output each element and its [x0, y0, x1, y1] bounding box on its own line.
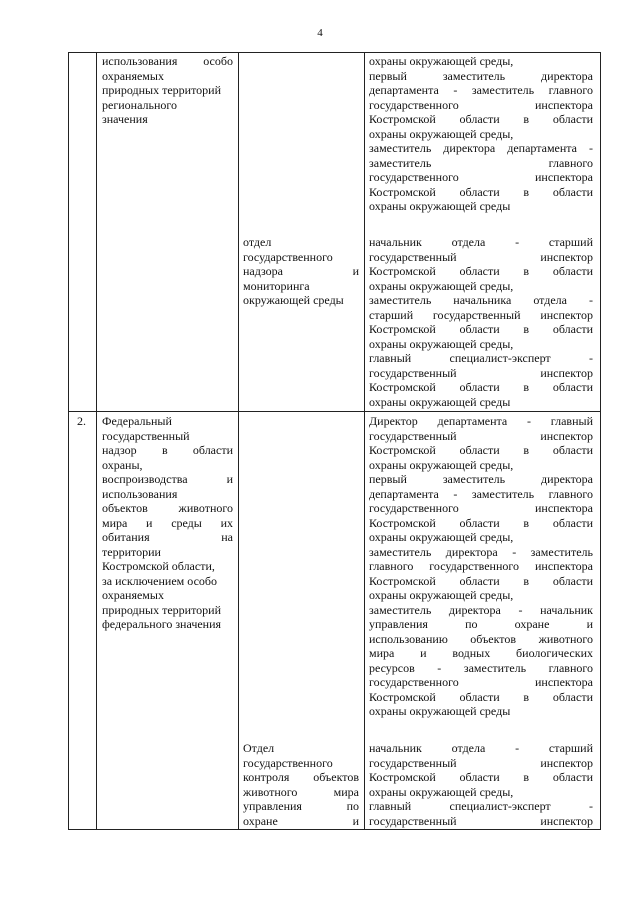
official-line: охраны окружающей среды, — [369, 457, 514, 472]
name-line: Федеральный — [102, 414, 172, 428]
unit-line: животного мира — [243, 784, 359, 799]
official-line: государственный инспектор — [369, 428, 593, 443]
name-line: охраняемых — [102, 588, 164, 602]
unit-line: мониторинга — [243, 278, 310, 293]
official-line: государственный инспектор — [369, 755, 593, 770]
unit-line: Отдел — [243, 741, 275, 755]
official-line: охраны окружающей среды — [369, 394, 511, 409]
row-2-block-2-unit — [243, 741, 359, 828]
official-line: Костромской области в области — [369, 515, 593, 530]
name-line: федерального значения — [102, 617, 222, 631]
unit-line: государственного — [243, 755, 333, 770]
official-line: государственный инспектор — [369, 813, 593, 828]
official-line: охраны окружающей среды — [369, 199, 511, 213]
official-line: Костромской области в области — [369, 380, 593, 394]
name-line: регионального — [102, 97, 178, 112]
name-line: воспроизводства и — [102, 472, 233, 486]
official-line: охраны окружающей среды, — [369, 530, 514, 544]
official-line: департамента - заместитель главного — [369, 486, 593, 501]
official-line: Костромской области в области — [369, 689, 593, 704]
official-line: государственного инспектора — [369, 501, 593, 515]
official-line: ресурсов - заместитель главного — [369, 660, 593, 675]
row-2-number: 2. — [77, 414, 86, 428]
name-line: Костромской области, — [102, 559, 215, 573]
name-line: охраны, — [102, 457, 143, 472]
official-line: главный специалист-эксперт - — [369, 351, 593, 365]
row-1-name-cell — [102, 54, 233, 127]
row-2-block-2-officials — [369, 741, 593, 828]
table-border-bottom — [68, 829, 601, 830]
name-line: объектов животного — [102, 501, 233, 515]
row-divider — [68, 411, 601, 412]
official-line: государственного инспектора — [369, 675, 593, 689]
row-1-block-1-officials — [369, 54, 593, 214]
official-line: управления по охране и — [369, 617, 593, 631]
column-divider-name — [238, 52, 239, 830]
column-divider-number — [96, 52, 97, 830]
column-divider-unit — [364, 52, 365, 830]
page-number: 4 — [317, 27, 323, 39]
name-line: государственный — [102, 428, 190, 443]
official-line: государственный инспектор — [369, 365, 593, 380]
name-line: использования особо — [102, 54, 233, 68]
row-2-block-1-officials — [369, 414, 593, 719]
unit-line: надзора и — [243, 264, 359, 278]
official-line: Костромской области в области — [369, 112, 593, 126]
official-line: охраны окружающей среды, — [369, 588, 514, 602]
official-line: департамента - заместитель главного — [369, 83, 593, 97]
official-line: охраны окружающей среды, — [369, 336, 514, 351]
official-line: заместитель директора - начальник — [369, 602, 593, 617]
official-line: начальник отдела - старший — [369, 235, 593, 249]
official-line: охраны окружающей среды, — [369, 54, 514, 68]
name-line: территории — [102, 544, 161, 559]
name-line: природных территорий — [102, 83, 222, 97]
official-line: государственный инспектор — [369, 249, 593, 264]
official-line: государственного инспектора — [369, 170, 593, 184]
table-border-top — [68, 52, 601, 53]
official-line: охраны окружающей среды — [369, 704, 511, 718]
name-line: значения — [102, 112, 148, 126]
official-line: начальник отдела - старший — [369, 741, 593, 755]
row-1-block-2-officials — [369, 235, 593, 409]
official-line: заместитель главного — [369, 155, 593, 170]
official-line: первый заместитель директора — [369, 68, 593, 83]
official-line: Костромской области в области — [369, 264, 593, 278]
name-line: обитания на — [102, 530, 233, 544]
row-2-name-cell — [102, 414, 233, 632]
table-border-left — [68, 52, 69, 830]
name-line: использования — [102, 486, 178, 501]
official-line: заместитель директора - заместитель — [369, 544, 593, 559]
official-line: заместитель директора департамента - — [369, 141, 593, 155]
row-1-block-2-unit — [243, 235, 359, 308]
official-line: Костромской области в области — [369, 184, 593, 199]
name-line: надзор в области — [102, 443, 233, 457]
unit-line: отдел — [243, 235, 272, 249]
official-line: Костромской области в области — [369, 322, 593, 336]
official-line: главный специалист-эксперт - — [369, 799, 593, 813]
unit-line: управления по — [243, 799, 359, 813]
official-line: Костромской области в области — [369, 770, 593, 784]
official-line: главного государственного инспектора — [369, 559, 593, 573]
unit-line: окружающей среды — [243, 293, 344, 307]
table-border-right — [600, 52, 601, 830]
unit-line: охране и — [243, 813, 359, 828]
official-line: использованию объектов животного — [369, 631, 593, 646]
official-line: охраны окружающей среды, — [369, 784, 514, 799]
official-line: охраны окружающей среды, — [369, 126, 514, 141]
official-line: старший государственный инспектор — [369, 307, 593, 322]
official-line: Костромской области в области — [369, 443, 593, 457]
official-line: государственного инспектора — [369, 97, 593, 112]
official-line: Костромской области в области — [369, 573, 593, 588]
official-line: охраны окружающей среды, — [369, 278, 514, 293]
name-line: мира и среды их — [102, 515, 233, 530]
official-line: заместитель начальника отдела - — [369, 293, 593, 307]
name-line: охраняемых — [102, 68, 164, 83]
unit-line: государственного — [243, 249, 333, 264]
official-line: мира и водных биологических — [369, 646, 593, 660]
official-line: первый заместитель директора — [369, 472, 593, 486]
name-line: за исключением особо — [102, 573, 217, 588]
name-line: природных территорий — [102, 602, 222, 617]
unit-line: контроля объектов — [243, 770, 359, 784]
official-line: Директор департамента - главный — [369, 414, 593, 428]
authorities-table — [68, 52, 601, 830]
